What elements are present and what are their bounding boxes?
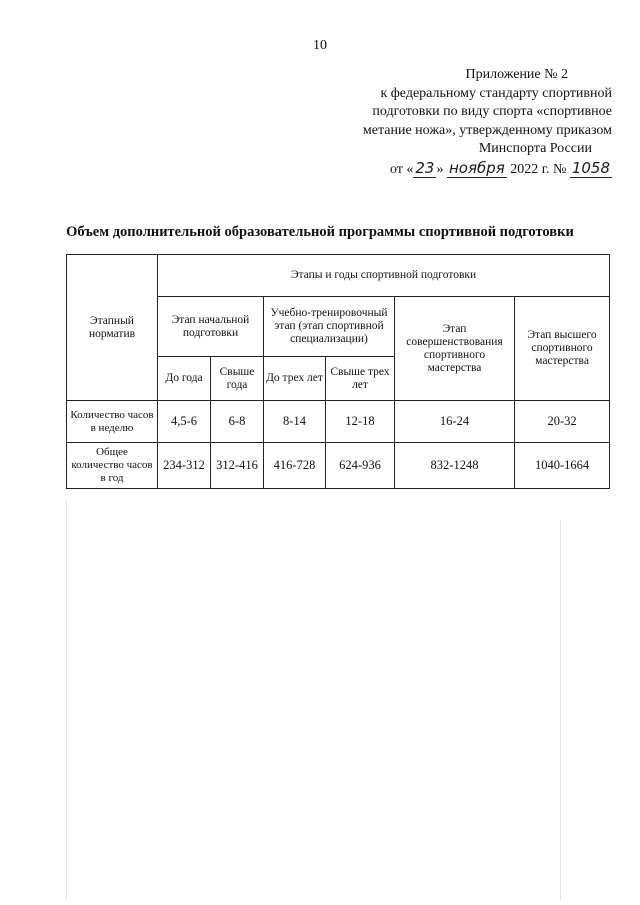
approval-date-line xyxy=(312,159,612,180)
row-label: Общее количество часов в год xyxy=(67,443,158,489)
scan-artifact-line xyxy=(560,520,561,900)
table-cell: 16-24 xyxy=(395,401,515,443)
table-cell: 12-18 xyxy=(326,401,395,443)
scan-artifact-line xyxy=(66,500,67,900)
stage-header: Этап высшего спортивного мастерства xyxy=(515,297,610,401)
approval-line: Минспорта России xyxy=(478,141,592,156)
sub-header: Свыше трех лет xyxy=(326,357,395,401)
date-mid: » xyxy=(436,161,444,177)
table-row xyxy=(67,443,610,489)
appendix-title: Приложение № 2 xyxy=(465,67,568,82)
stage-header: Учебно-тренировочный этап (этап спортивной специализации) xyxy=(264,297,395,357)
approval-line: к федеральному стандарту спортивной xyxy=(380,85,612,101)
approval-line: метание ножа», утвержденному приказом xyxy=(362,122,612,138)
sub-header: До трех лет xyxy=(264,357,326,401)
table-cell: 6-8 xyxy=(211,401,264,443)
table-cell: 20-32 xyxy=(515,401,610,443)
sub-header: До года xyxy=(158,357,211,401)
handwritten-order-number: 1058 xyxy=(571,158,610,177)
table-corner-header: Этапный норматив xyxy=(67,255,158,401)
table-cell: 832-1248 xyxy=(395,443,515,489)
table-cell: 312-416 xyxy=(211,443,264,489)
sub-header: Свыше года xyxy=(211,357,264,401)
row-label: Количество часов в неделю xyxy=(67,401,158,443)
stage-header: Этап начальной подготовки xyxy=(158,297,264,357)
table-cell: 4,5-6 xyxy=(158,401,211,443)
page-number: 10 xyxy=(313,38,327,53)
table-cell: 416-728 xyxy=(264,443,326,489)
group-header: Этапы и годы спортивной подготовки xyxy=(158,255,610,297)
approval-block xyxy=(312,66,612,179)
table-cell: 1040-1664 xyxy=(515,443,610,489)
approval-line: подготовки по виду спорта «спортивное xyxy=(372,104,612,119)
document-title: Объем дополнительной образовательной программы спортивной подготовки xyxy=(66,224,574,240)
date-year: 2022 г. № xyxy=(510,161,567,177)
training-volume-table xyxy=(66,254,610,489)
table-cell: 624-936 xyxy=(326,443,395,489)
table-row xyxy=(67,401,610,443)
table-cell: 234-312 xyxy=(158,443,211,489)
handwritten-day: 23 xyxy=(415,158,435,177)
handwritten-month: ноября xyxy=(448,158,505,177)
table-cell: 8-14 xyxy=(264,401,326,443)
stage-header: Этап совершенствования спортивного мастерства xyxy=(395,297,515,401)
date-prefix: от « xyxy=(389,161,414,177)
